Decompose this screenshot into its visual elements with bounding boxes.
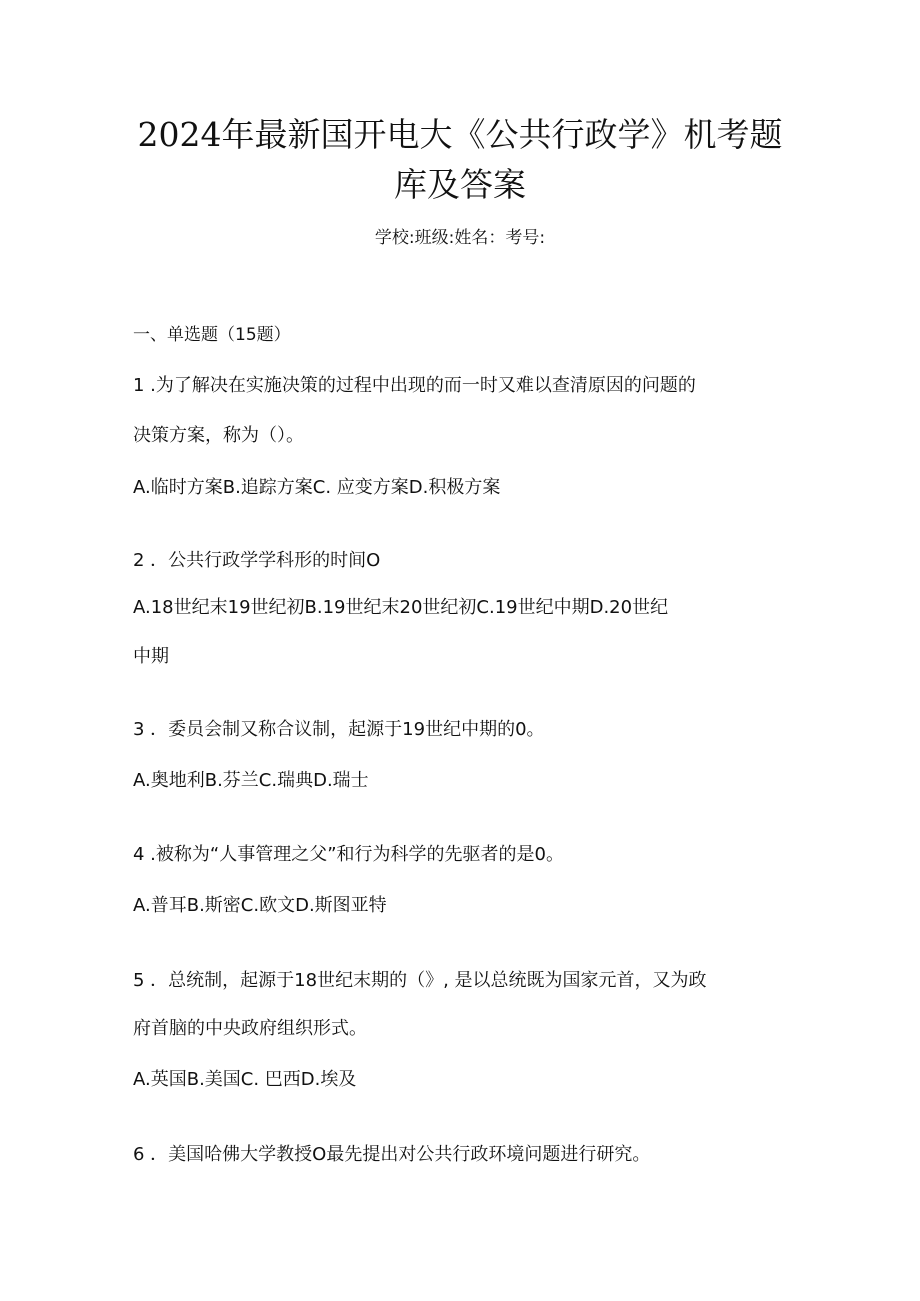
question-5-stem-line-2: 府首脑的中央政府组织形式。: [133, 1018, 367, 1039]
document-title-line-2: 库及答案: [394, 165, 526, 204]
question-1-stem-line-2: 决策方案，称为（）。: [133, 425, 304, 446]
question-5-stem-line-1: 5 ．总统制，起源于18世纪末期的（》, 是以总统既为国家元首，又为政: [133, 970, 707, 991]
question-2-options-line-2: 中期: [133, 646, 169, 667]
question-1-stem-line-1: 1 .为了解决在实施决策的过程中出现的而一时又难以查清原因的问题的: [133, 375, 696, 396]
question-3-options: A.奥地利B.芬兰C.瑞典D.瑞士: [133, 770, 369, 791]
document-title-line-1: 2024年最新国开电大《公共行政学》机考题: [137, 115, 783, 154]
question-2-stem: 2 ．公共行政学学科形的时间O: [133, 550, 381, 571]
question-4-stem: 4 .被称为“人事管理之父”和行为科学的先驱者的是0。: [133, 844, 564, 865]
question-1-options: A.临时方案B.追踪方案C. 应变方案D.积极方案: [133, 477, 501, 498]
question-3-stem: 3 ．委员会制又称合议制，起源于19世纪中期的0。: [133, 719, 545, 740]
question-5-options: A.英国B.美国C. 巴西D.埃及: [133, 1069, 357, 1090]
question-6-stem: 6 ．美国哈佛大学教授O最先提出对公共行政环境问题进行研究。: [133, 1144, 651, 1165]
question-4-options: A.普耳B.斯密C.欧文D.斯图亚特: [133, 895, 387, 916]
student-info-line: 学校:班级:姓名：考号:: [374, 228, 546, 248]
question-2-options-line-1: A.18世纪末19世纪初B.19世纪末20世纪初C.19世纪中期D.20世纪: [133, 597, 669, 618]
section-heading: 一、单选题（15题）: [133, 325, 291, 345]
